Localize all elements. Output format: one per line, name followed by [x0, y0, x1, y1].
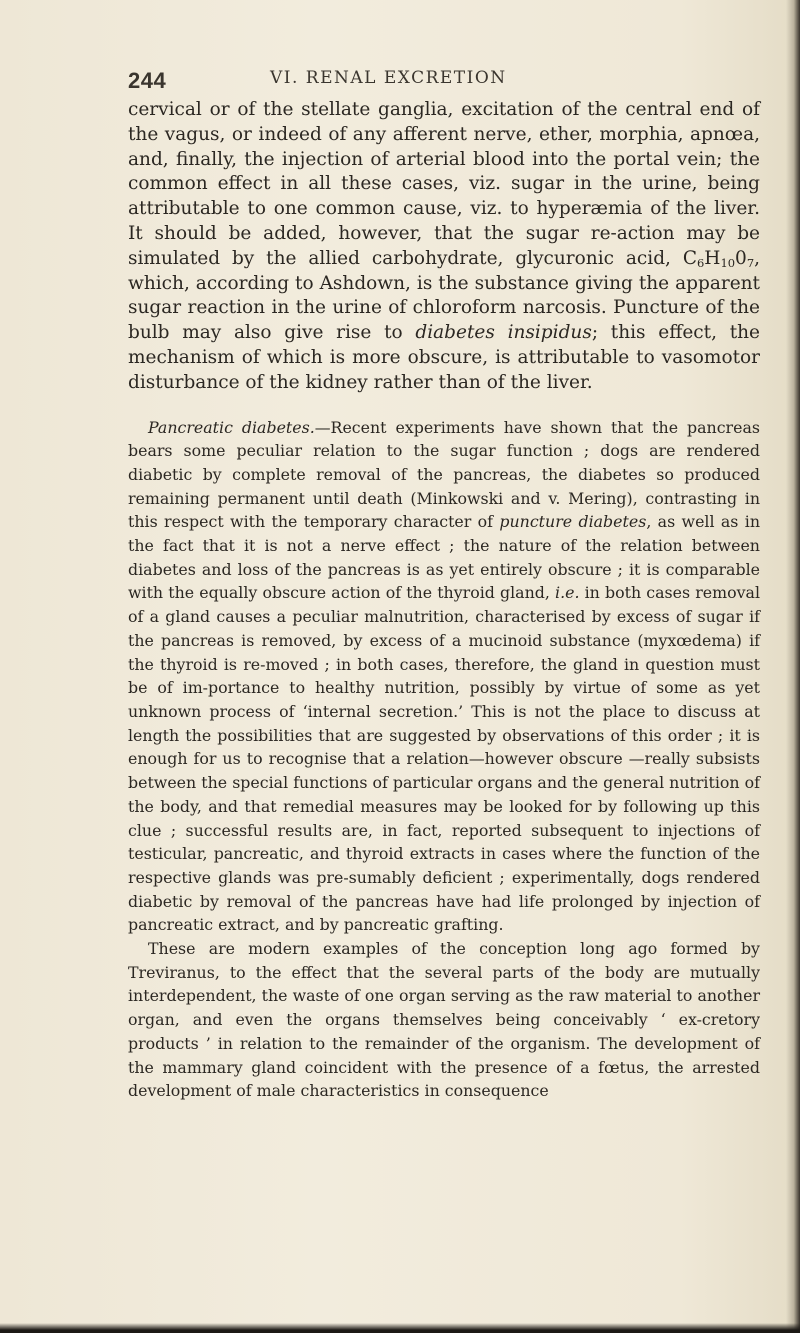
page-bottom-edge: [0, 1323, 800, 1333]
paragraph-pancreatic-diabetes: Pancreatic diabetes.—Recent experiments have shown that the pancreas bears some peculiar relation to the sugar function ; dogs are rendered diabetic by complete removal of the pancreas, the diabetes so produced remaining permanent until death (Minkowski and v. Mering), contrasting in this respect with the temporary character of puncture diabetes, as well as in the fact that it is not a nerve effect ; the nature of the relation between diabetes and loss of the pancreas is as yet entirely obscure ; it is comparable with the equally obscure action of the thyroid gland, i.e. in both cases removal of a gland causes a peculiar malnutrition, characterised by excess of sugar if the pancreas is removed, by excess of a mucinoid substance (myxœdema) if the thyroid is re-moved ; in both cases, therefore, the gland in question must be of im-portance to healthy nutrition, possibly by virtue of some as yet unknown process of ‘internal secretion.’ This is not the place to discuss at length the possibilities that are suggested by observations of this order ; it is enough for us to recognise that a relation—however obscure —really subsists between the special functions of particular organs and the general nutrition of the body, and that remedial measures may be looked for by following up this clue ; successful results are, in fact, reported subsequent to injections of testicular, pancreatic, and thyroid extracts in cases where the function of the respective glands was pre-sumably deficient ; experimentally, dogs rendered diabetic by removal of the pancreas have had life prolonged by injection of pancreatic extract, and by pancreatic grafting.: [128, 417, 760, 935]
page-number: 244: [128, 68, 167, 93]
section-heading: Pancreatic diabetes.: [148, 417, 315, 437]
page-edge-shadow: [786, 0, 800, 1333]
paragraph-treviranus: These are modern examples of the conception long ago formed by Treviranus, to the effect that the several parts of the body are mutually interdependent, the waste of one organ serving as the raw material to another organ, and even the organs themselves being conceivably ‘ ex-cretory products ’ in relation to the remainder of the organism. The development of the mammary gland coincident with the presence of a fœtus, the arrested development of male characteristics in consequence: [128, 939, 760, 1101]
running-head: VI. RENAL EXCRETION: [270, 68, 507, 88]
body-text: [128, 98, 760, 1103]
paragraph-renal-diabetes-causes: cervical or of the stellate ganglia, excitation of the central end of the vagus, or indeed of any afferent nerve, ether, morphia, apnœa, and, finally, the injection of arterial blood into the portal vein; the common effect in all these cases, viz. sugar in the urine, being attributable to one common cause, viz. to hyperæmia of the liver. It should be added, however, that the sugar re-action may be simulated by the allied carbohydrate, glycuronic acid, $C_6H_{10}0_7$, which, according to Ashdown, is the substance giving the apparent sugar reaction in the urine of chloroform narcosis. Puncture of the bulb may also give rise to diabetes insipidus; this effect, the mechanism of which is more obscure, is attributable to vasomotor disturbance of the kidney rather than of the liver.: [128, 99, 760, 393]
